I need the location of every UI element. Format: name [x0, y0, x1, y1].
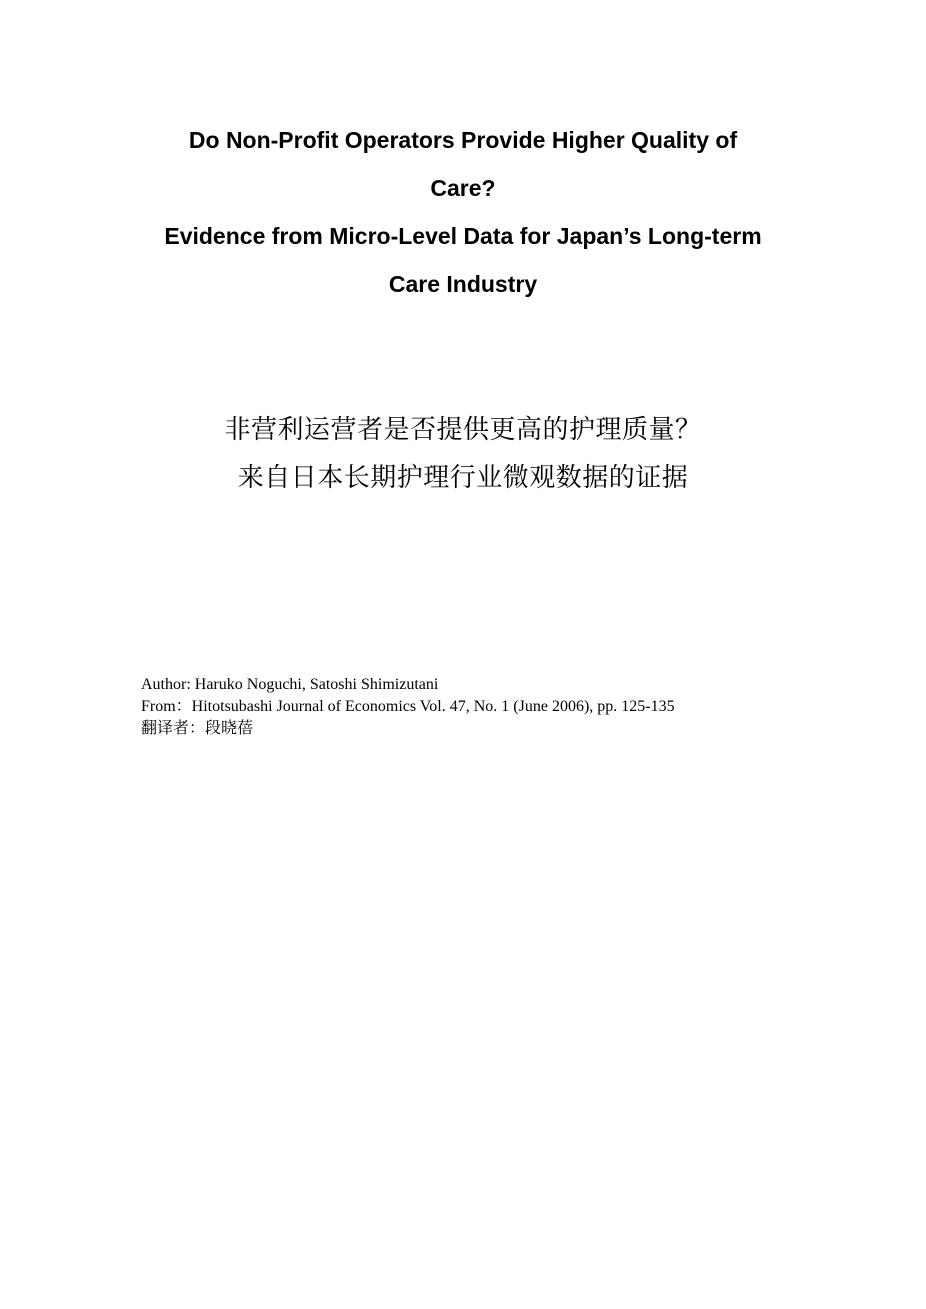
english-title-line-3: Evidence from Micro-Level Data for Japan’s Long-term — [164, 223, 762, 249]
author-line: Author: Haruko Noguchi, Satoshi Shimizutani — [141, 676, 439, 693]
translator-line: 翻译者：段晓蓓 — [141, 720, 254, 737]
chinese-title-line-1: 非营利运营者是否提供更高的护理质量？ — [224, 415, 702, 445]
english-title-line-4: Care Industry — [388, 271, 538, 297]
chinese-title-line-2: 来自日本长期护理行业微观数据的证据 — [237, 463, 689, 493]
document-metadata — [141, 674, 901, 740]
source-line: From：Hitotsubashi Journal of Economics Vol. 47, No. 1 (June 2006), pp. 125-135 — [141, 698, 675, 715]
english-title-line-2: Care? — [430, 175, 496, 201]
chinese-title — [0, 406, 926, 502]
english-title-line-1: Do Non-Profit Operators Provide Higher Quality of — [188, 127, 738, 153]
english-title — [0, 116, 926, 308]
